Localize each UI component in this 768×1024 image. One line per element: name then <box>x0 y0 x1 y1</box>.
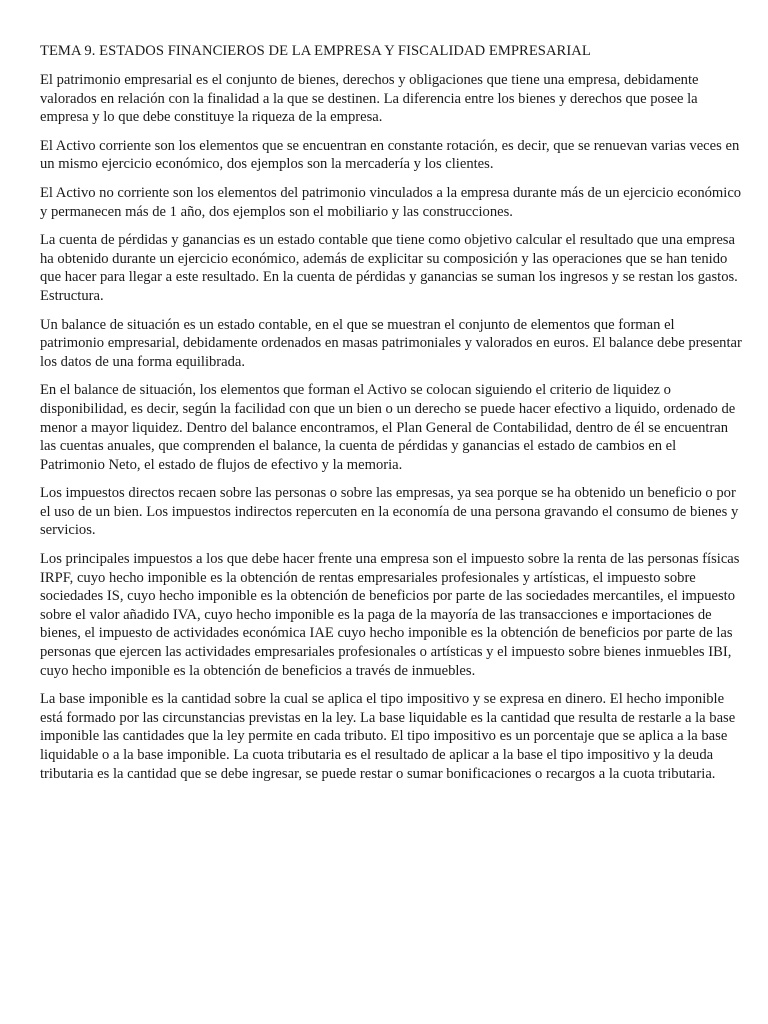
page-title: TEMA 9. ESTADOS FINANCIEROS DE LA EMPRESA Y FISCALIDAD EMPRESARIAL <box>40 43 591 59</box>
paragraph-impuestos-directos: Los impuestos directos recaen sobre las personas o sobre las empresas, ya sea porque se ha obtenido un beneficio o por el uso de un bien. Los impuestos indirectos repercuten en la economía de una persona gravando el consumo de bienes y servicios. <box>40 485 739 539</box>
paragraph-base-imponible: La base imponible es la cantidad sobre la cual se aplica el tipo impositivo y se expresa en dinero. El hecho imponible está formado por las circunstancias previstas en la ley. La base liquidable es la cantidad que resulta de restarle a la base imponible las cantidades que la ley permite en cada tributo. El tipo impositivo es un porcentaje que se aplica a la base liquidable o a la base imponible. La cuota tributaria es el resultado de aplicar a la base el tipo impositivo y la deuda tributaria es la cantidad que se debe ingresar, se puede restar o sumar bonificaciones o recargos a la cuota tributaria. <box>40 691 736 782</box>
paragraph-perdidas-ganancias: La cuenta de pérdidas y ganancias es un estado contable que tiene como objetivo calcular el resultado que una empresa ha obtenido durante un ejercicio económico, además de explicitar su composición y las operaciones que se han tenido que hacer para llegar a este resultado. En la cuenta de pérdidas y ganancias se suman los ingresos y se restan los gastos. Estructura. <box>40 232 738 304</box>
paragraph-activo-corriente: El Activo corriente son los elementos que se encuentran en constante rotación, es decir, que se renuevan varias veces en un mismo ejercicio económico, dos ejemplos son la mercadería y los clientes. <box>40 137 740 173</box>
paragraph-balance-activo: En el balance de situación, los elementos que forman el Activo se colocan siguiendo el criterio de liquidez o disponibilidad, es decir, según la facilidad con que un bien o un derecho se puede hacer efectivo a liquido, ordenado de menor a mayor liquidez. Dentro del balance encontramos, el Plan General de Contabilidad, dentro de él se encuentran las cuentas anuales, que comprenden el balance, la cuenta de pérdidas y ganancias el estado de cambios en el Patrimonio Neto, el estado de flujos de efectivo y la memoria. <box>40 382 736 473</box>
paragraph-principales-impuestos: Los principales impuestos a los que debe hacer frente una empresa son el impuesto sobre la renta de las personas físicas IRPF, cuyo hecho imponible es la obtención de rentas empresariales profesionales y artísticas, el impuesto sobre sociedades IS, cuyo hecho imponible es la obtención de beneficios por parte de las sociedades mercantiles, el impuesto sobre el valor añadido IVA, cuyo hecho imponible es la paga de la mayoría de las transacciones e importaciones de bienes, el impuesto de actividades económica IAE cuyo hecho imponible es la obtención de beneficios por parte de las personas que ejercen las actividades empresariales profesionales o artísticas y el impuesto sobre bienes inmuebles IBI, cuyo hecho imponible es la obtención de beneficios a través de inmuebles. <box>40 551 740 679</box>
paragraph-patrimonio: El patrimonio empresarial es el conjunto de bienes, derechos y obligaciones que tiene una empresa, debidamente valorados en relación con la finalidad a la que se destinen. La diferencia entre los bienes y derechos que posee la empresa y lo que debe constituye la riqueza de la empresa. <box>40 72 699 126</box>
paragraph-activo-no-corriente: El Activo no corriente son los elementos del patrimonio vinculados a la empresa durante más de un ejercicio económico y permanecen más de 1 año, dos ejemplos son el mobiliario y las construcciones. <box>40 184 742 220</box>
paragraph-balance-situacion: Un balance de situación es un estado contable, en el que se muestran el conjunto de elementos que forman el patrimonio empresarial, debidamente ordenados en masas patrimoniales y valorados en euros. El balance debe presentar los datos de una forma equilibrada. <box>40 316 742 370</box>
